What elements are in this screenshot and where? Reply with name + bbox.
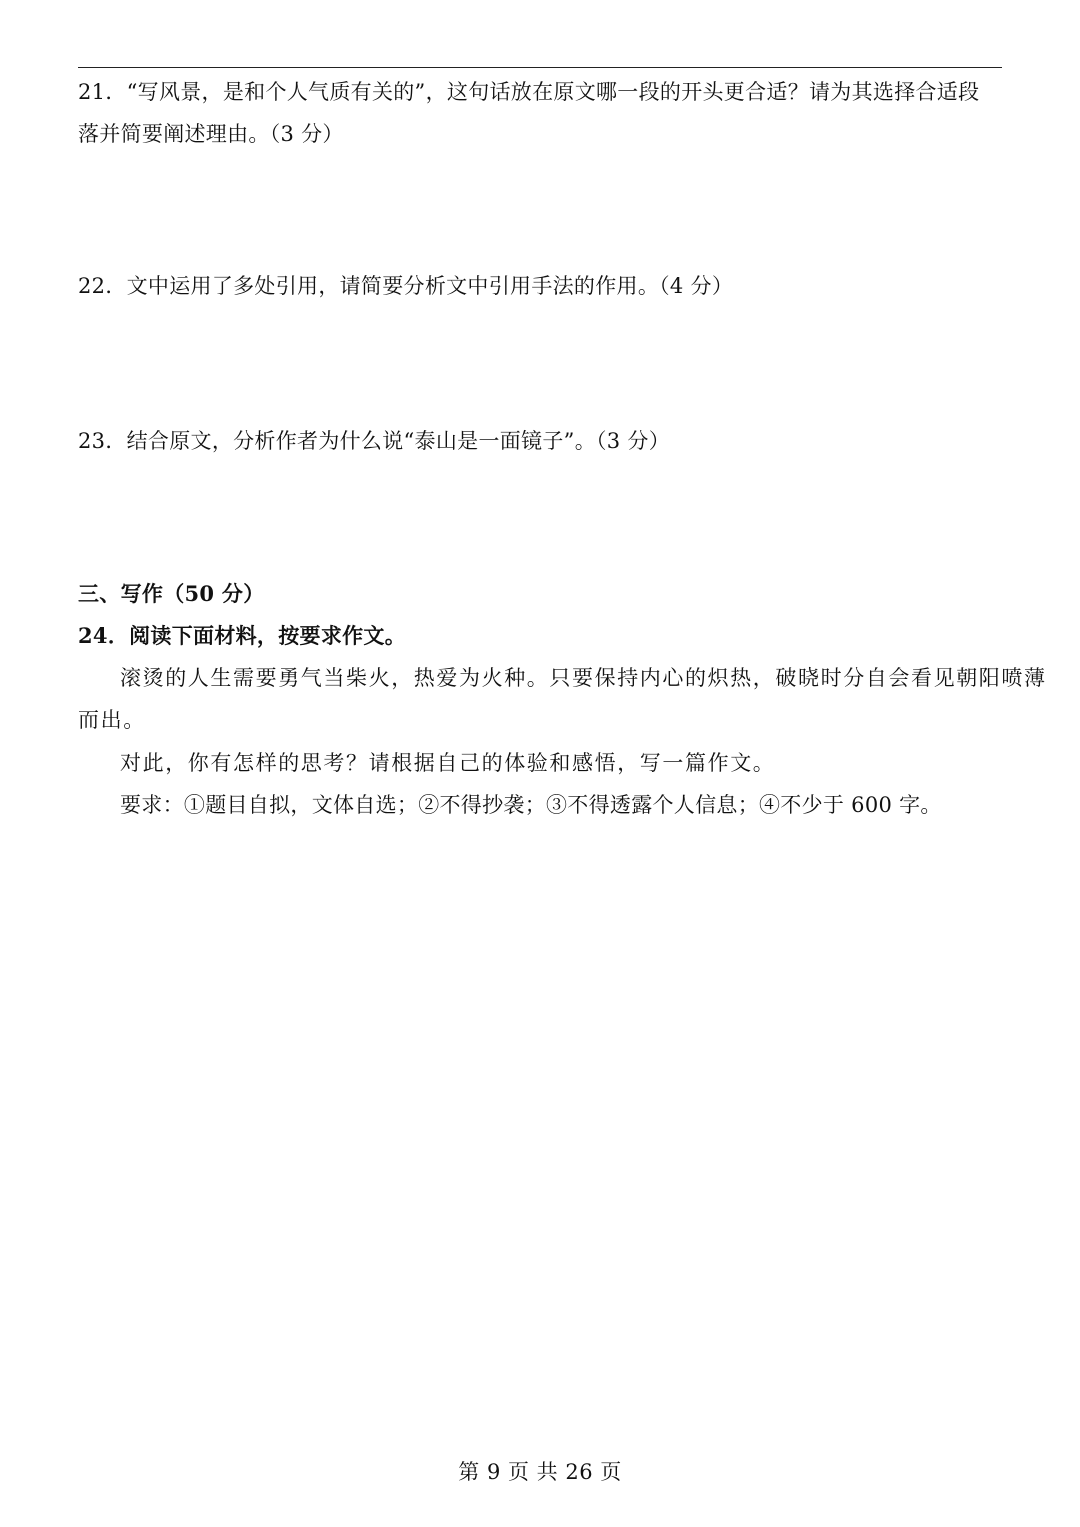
writing-prompt: 对此，你有怎样的思考？请根据自己的体验和感悟，写一篇作文。 bbox=[120, 751, 776, 775]
top-rule bbox=[78, 67, 1002, 68]
material-line-1: 滚烫的人生需要勇气当柴火，热爱为火种。只要保持内心的炽热，破晓时分自会看见朝阳喷薄 bbox=[120, 666, 1047, 690]
question-24-title: 24．阅读下面材料，按要求作文。 bbox=[78, 623, 407, 648]
material-line-2: 而出。 bbox=[78, 708, 146, 732]
question-23: 23．结合原文，分析作者为什么说“泰山是一面镜子”。（3 分） bbox=[78, 429, 671, 453]
question-21-line-2: 落并简要阐述理由。（3 分） bbox=[78, 122, 344, 146]
page-number: 第 9 页 共 26 页 bbox=[458, 1460, 622, 1484]
question-22: 22．文中运用了多处引用，请简要分析文中引用手法的作用。（4 分） bbox=[78, 274, 734, 298]
writing-requirements: 要求：①题目自拟，文体自选；②不得抄袭；③不得透露个人信息；④不少于 600 字。 bbox=[120, 793, 942, 817]
writing-section-title: 三、写作（50 分） bbox=[78, 581, 265, 606]
question-21-line-1: 21．“写风景，是和个人气质有关的”，这句话放在原文哪一段的开头更合适？请为其选择合适段 bbox=[78, 80, 980, 104]
